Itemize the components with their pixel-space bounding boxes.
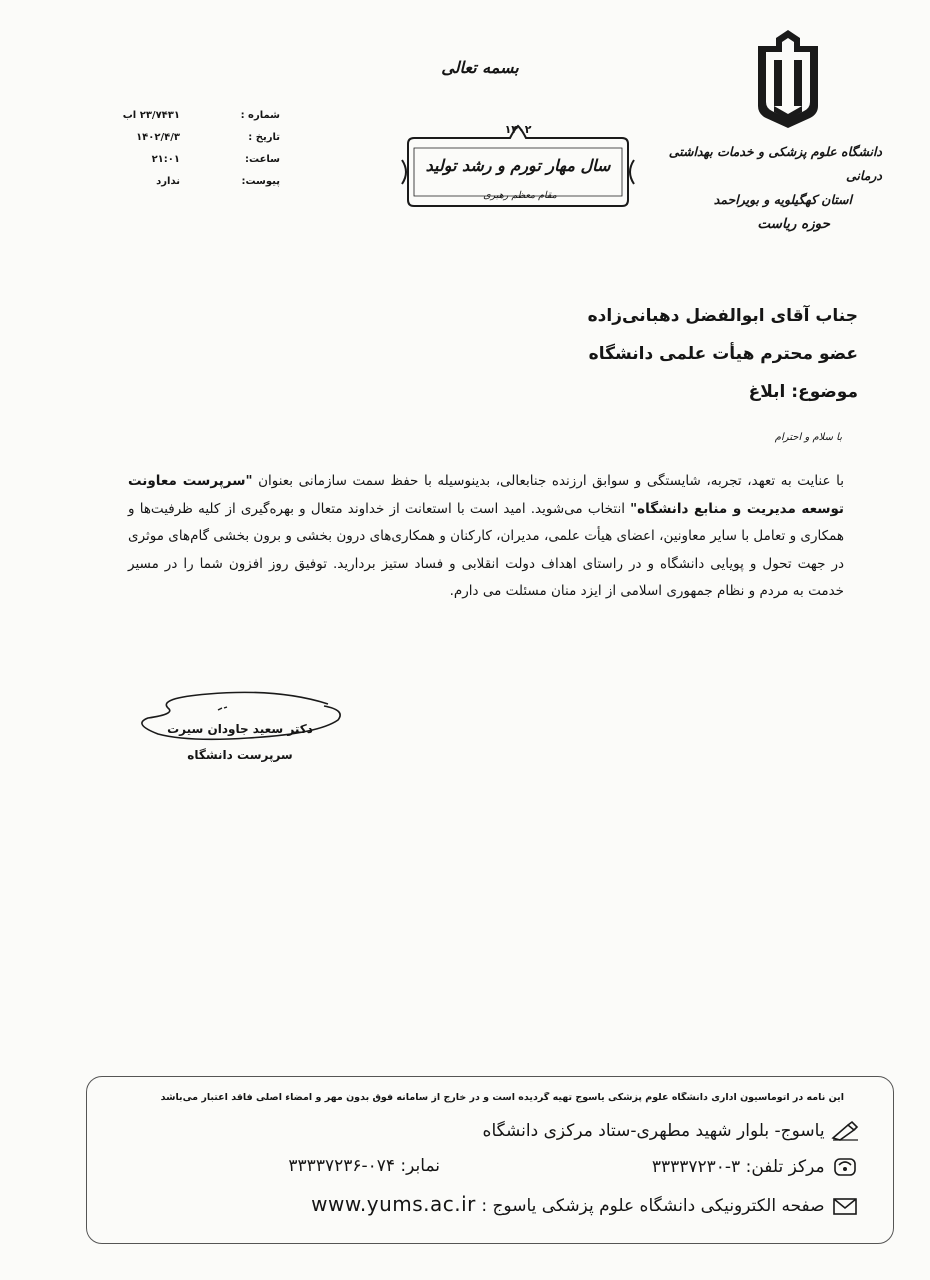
phone-icon bbox=[830, 1156, 860, 1178]
signatory-name: دکتر سعید جاودان سیرت bbox=[167, 722, 313, 736]
letter-body bbox=[128, 468, 844, 606]
web-label: صفحه الکترونیکی دانشگاه علوم پزشکی یاسوج : bbox=[481, 1196, 825, 1216]
addressee-name: جناب آقای ابوالفضل دهبانی‌زاده bbox=[587, 306, 858, 326]
envelope-icon bbox=[830, 1195, 860, 1217]
org-name: دانشگاه علوم پزشکی و خدمات بهداشتی درمانی bbox=[668, 144, 882, 183]
footer-web-row bbox=[240, 1192, 860, 1217]
time-label: ساعت: bbox=[244, 154, 280, 165]
fax-number: ۰۷۴-۳۳۳۳۷۲۳۶ bbox=[288, 1156, 396, 1176]
footer-phone-row bbox=[594, 1156, 860, 1178]
footer-note: این نامه در اتوماسیون اداری دانشگاه علوم پزشکی یاسوج تهیه گردیده است و در خارج از سامانه فوق بدون مهر و امضاء اصلی فاقد اعتبار می‌باشد bbox=[160, 1092, 844, 1103]
banner-slogan: سال مهار تورم و رشد تولید bbox=[425, 156, 611, 175]
time-value: ۲۱:۰۱ bbox=[151, 154, 180, 165]
body-text-rest: انتخاب می‌شوید. امید است با استعانت از خداوند متعال و بهره‌گیری از کلیه ظرفیت‌ها و همکاری و تعامل با سایر معاونین، اعضای هیأت علمی، مدیران، کارکنان و همکاری‌های درون بخشی و برون بخشی گام‌های موثری در جهت تحول و پویایی دانشگاه و در راستای اهداف دولت انقلابی و فساد ستیز بردارید. توفیق روز افزون شما را در مسیر خدمت به مردم و نظام جمهوری اسلامی از ایزد منان مسئلت می دارم. bbox=[128, 500, 844, 599]
body-position-title: "سرپرست معاونت توسعه مدیریت و منابع دانشگاه" bbox=[128, 473, 845, 517]
number-label: شماره : bbox=[240, 110, 280, 121]
footer-fax-row bbox=[240, 1156, 440, 1176]
organization-header bbox=[632, 140, 882, 236]
date-label: تاریخ : bbox=[248, 132, 280, 143]
attachment-value: ندارد bbox=[156, 176, 180, 187]
date-value: ۱۴۰۲/۴/۳ bbox=[136, 132, 180, 143]
basmala: بسمه تعالی bbox=[441, 58, 519, 77]
fax-label: نمابر: bbox=[400, 1156, 440, 1176]
addressee-title: عضو محترم هیأت علمی دانشگاه bbox=[588, 344, 858, 364]
footer-address-row bbox=[410, 1120, 860, 1142]
phone-number: ۳-۳۳۳۳۷۲۳۰ bbox=[651, 1157, 741, 1177]
greeting: با سلام و احترام bbox=[774, 432, 842, 443]
org-province: استان کهگیلویه و بویراحمد bbox=[713, 192, 852, 207]
subject-line: موضوع: ابلاغ bbox=[748, 382, 858, 402]
phone-label: مرکز تلفن: bbox=[745, 1157, 825, 1177]
attachment-label: پیوست: bbox=[241, 176, 280, 187]
body-text-start: با عنایت به تعهد، تجربه، شایستگی و سوابق ارزنده جنابعالی، بدینوسیله با حفظ سمت سازمانی بعنوان bbox=[252, 473, 844, 489]
pen-icon bbox=[830, 1120, 860, 1142]
footer-address: یاسوج- بلوار شهید مطهری-ستاد مرکزی دانشگاه bbox=[482, 1121, 825, 1141]
university-logo bbox=[752, 28, 824, 130]
banner-attribution: مقام معظم رهبری bbox=[483, 190, 557, 201]
org-office: حوزه ریاست bbox=[757, 216, 830, 232]
signature-scribble bbox=[128, 684, 348, 756]
number-value: ۲۳/۷۴۳۱ اب bbox=[122, 110, 180, 121]
banner-year: ۱۴۰۲ bbox=[504, 123, 532, 136]
signatory-title: سرپرست دانشگاه bbox=[187, 748, 293, 762]
website-link[interactable]: www.yums.ac.ir bbox=[311, 1192, 476, 1216]
